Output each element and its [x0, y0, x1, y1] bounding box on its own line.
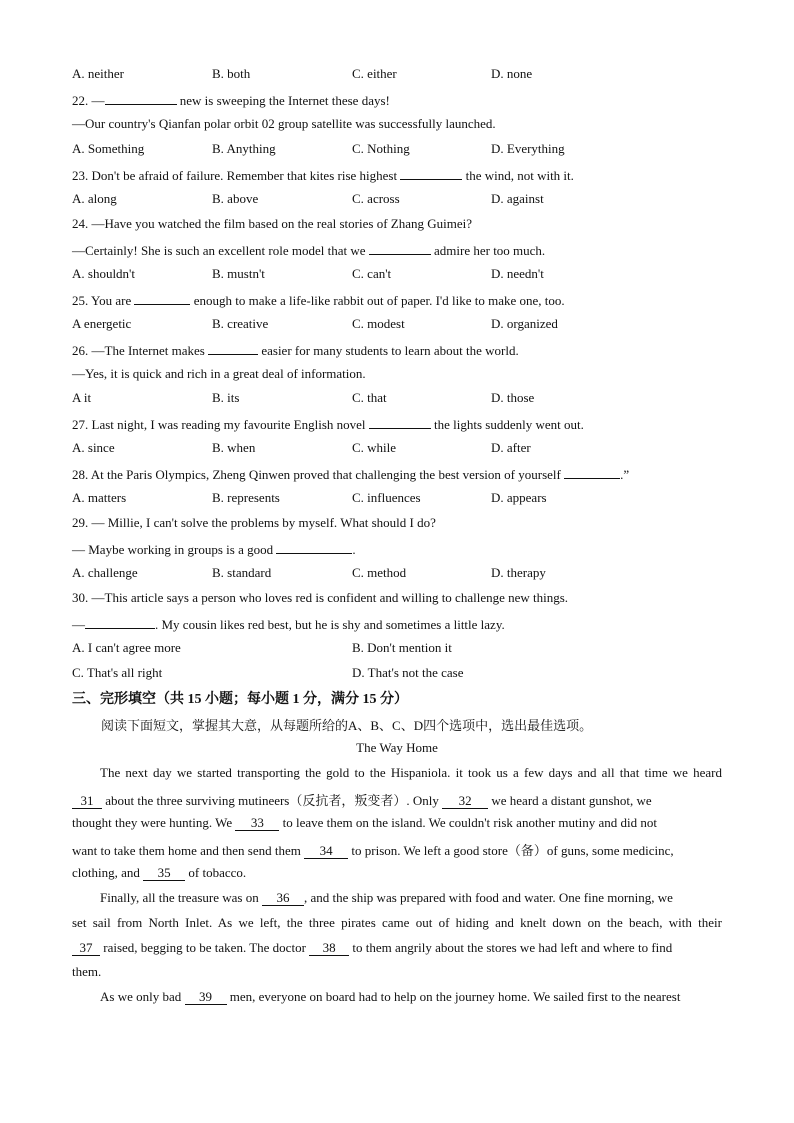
option-b: B. creative — [212, 316, 269, 331]
option-d: D. organized — [491, 316, 558, 331]
option-c: C. while — [352, 440, 397, 455]
option-d: D. none — [491, 66, 533, 81]
option-c: C. That's all right — [72, 665, 163, 680]
answer-blank — [85, 615, 155, 629]
question-22-stem: 22. — new is sweeping the Internet these days! — [72, 93, 390, 108]
option-b: B. mustn't — [212, 266, 265, 281]
option-d: D. Everything — [491, 141, 565, 156]
section-instruction: 阅读下面短文，掌握其大意，从每题所给的A、B、C、D四个选项中，选出最佳选项。 — [101, 718, 593, 733]
passage-line: set sail from North Inlet. As we left, the three pirates came out of hiding and knelt down on the beach, with their — [72, 915, 722, 930]
question-28-stem: 28. At the Paris Olympics, Zheng Qinwen proved that challenging the best version of yourself .” — [72, 467, 630, 482]
blank-35: 35 — [143, 866, 185, 881]
passage-line: Finally, all the treasure was on 36 , and the ship was prepared with food and water. One fine morning, we — [100, 890, 673, 905]
blank-32: 32 — [442, 794, 488, 809]
blank-36: 36 — [262, 891, 304, 906]
option-d: D. appears — [491, 490, 547, 505]
answer-blank — [134, 291, 190, 305]
option-a: A. Something — [72, 141, 145, 156]
answer-blank — [276, 540, 352, 554]
blank-39: 39 — [185, 990, 227, 1005]
option-d: D. after — [491, 440, 531, 455]
passage-line: thought they were hunting. We 33 to leave them on the island. We couldn't risk another mutiny and did not — [72, 815, 657, 830]
passage-line: 31 about the three surviving mutineers（反抗者，叛变者）. Only 32 we heard a distant gunshot, we — [72, 790, 722, 809]
option-a: A. I can't agree more — [72, 640, 181, 655]
option-a: A. since — [72, 440, 115, 455]
option-d: D. those — [491, 390, 535, 405]
option-c: C. either — [352, 66, 397, 81]
option-d: D. therapy — [491, 565, 546, 580]
blank-31: 31 — [72, 794, 102, 809]
option-c: C. Nothing — [352, 141, 410, 156]
answer-blank — [369, 415, 431, 429]
question-23-stem: 23. Don't be afraid of failure. Remember that kites rise highest the wind, not with it. — [72, 168, 574, 183]
answer-blank — [105, 91, 177, 105]
option-c: C. across — [352, 191, 400, 206]
passage-line: 37 raised, begging to be taken. The doctor 38 to them angrily about the stores we had left and where to find — [72, 940, 722, 956]
question-24-stem: —Certainly! She is such an excellent role model that we admire her too much. — [72, 243, 546, 258]
question-24-line1: 24. —Have you watched the film based on the real stories of Zhang Guimei? — [72, 216, 472, 231]
passage-line: clothing, and 35 of tobacco. — [72, 865, 247, 880]
question-30-line1: 30. —This article says a person who loves red is confident and willing to challenge new things. — [72, 590, 569, 605]
passage-line: want to take them home and then send them 34 to prison. We left a good store（备）of guns, some medicinc, — [72, 843, 674, 858]
option-d: D. That's not the case — [352, 665, 464, 680]
option-a: A. matters — [72, 490, 127, 505]
question-29-line1: 29. — Millie, I can't solve the problems by myself. What should I do? — [72, 515, 436, 530]
option-b: B. represents — [212, 490, 280, 505]
answer-blank — [208, 341, 258, 355]
option-a: A. neither — [72, 66, 124, 81]
passage-line: As we only bad 39 men, everyone on board had to help on the journey home. We sailed first to the nearest — [100, 989, 681, 1004]
passage-line: The next day we started transporting the gold to the Hispaniola. it took us a few days and all that time we heard — [100, 765, 722, 780]
option-b: B. both — [212, 66, 251, 81]
option-d: D. against — [491, 191, 544, 206]
answer-blank — [400, 166, 462, 180]
question-29-stem: — Maybe working in groups is a good . — [72, 542, 356, 557]
option-a: A. shouldn't — [72, 266, 136, 281]
passage-line: them. — [72, 964, 102, 979]
option-c: C. modest — [352, 316, 405, 331]
option-c: C. method — [352, 565, 407, 580]
option-a: A. challenge — [72, 565, 138, 580]
option-b: B. when — [212, 440, 256, 455]
question-25-stem: 25. You are enough to make a life-like rabbit out of paper. I'd like to make one, too. — [72, 293, 565, 308]
option-b: B. its — [212, 390, 240, 405]
option-b: B. Don't mention it — [352, 640, 452, 655]
option-d: D. needn't — [491, 266, 544, 281]
option-a: A energetic — [72, 316, 132, 331]
option-a: A. along — [72, 191, 117, 206]
option-b: B. above — [212, 191, 259, 206]
passage-title: The Way Home — [356, 740, 438, 755]
blank-37: 37 — [72, 941, 100, 956]
blank-34: 34 — [304, 844, 348, 859]
option-c: C. can't — [352, 266, 392, 281]
blank-33: 33 — [235, 816, 279, 831]
option-c: C. influences — [352, 490, 421, 505]
question-27-stem: 27. Last night, I was reading my favourite English novel the lights suddenly went out. — [72, 417, 584, 432]
section-heading: 三、完形填空（共 15 小题；每小题 1 分，满分 15 分） — [72, 692, 408, 707]
answer-blank — [564, 465, 620, 479]
option-b: B. standard — [212, 565, 272, 580]
question-26-stem: 26. —The Internet makes easier for many students to learn about the world. — [72, 343, 519, 358]
question-26-line2: —Yes, it is quick and rich in a great deal of information. — [72, 366, 366, 381]
blank-38: 38 — [309, 941, 349, 956]
option-b: B. Anything — [212, 141, 276, 156]
option-c: C. that — [352, 390, 387, 405]
question-22-line2: —Our country's Qianfan polar orbit 02 group satellite was successfully launched. — [72, 116, 496, 131]
option-a: A it — [72, 390, 92, 405]
question-30-stem: — . My cousin likes red best, but he is shy and sometimes a little lazy. — [72, 617, 505, 632]
answer-blank — [369, 241, 431, 255]
